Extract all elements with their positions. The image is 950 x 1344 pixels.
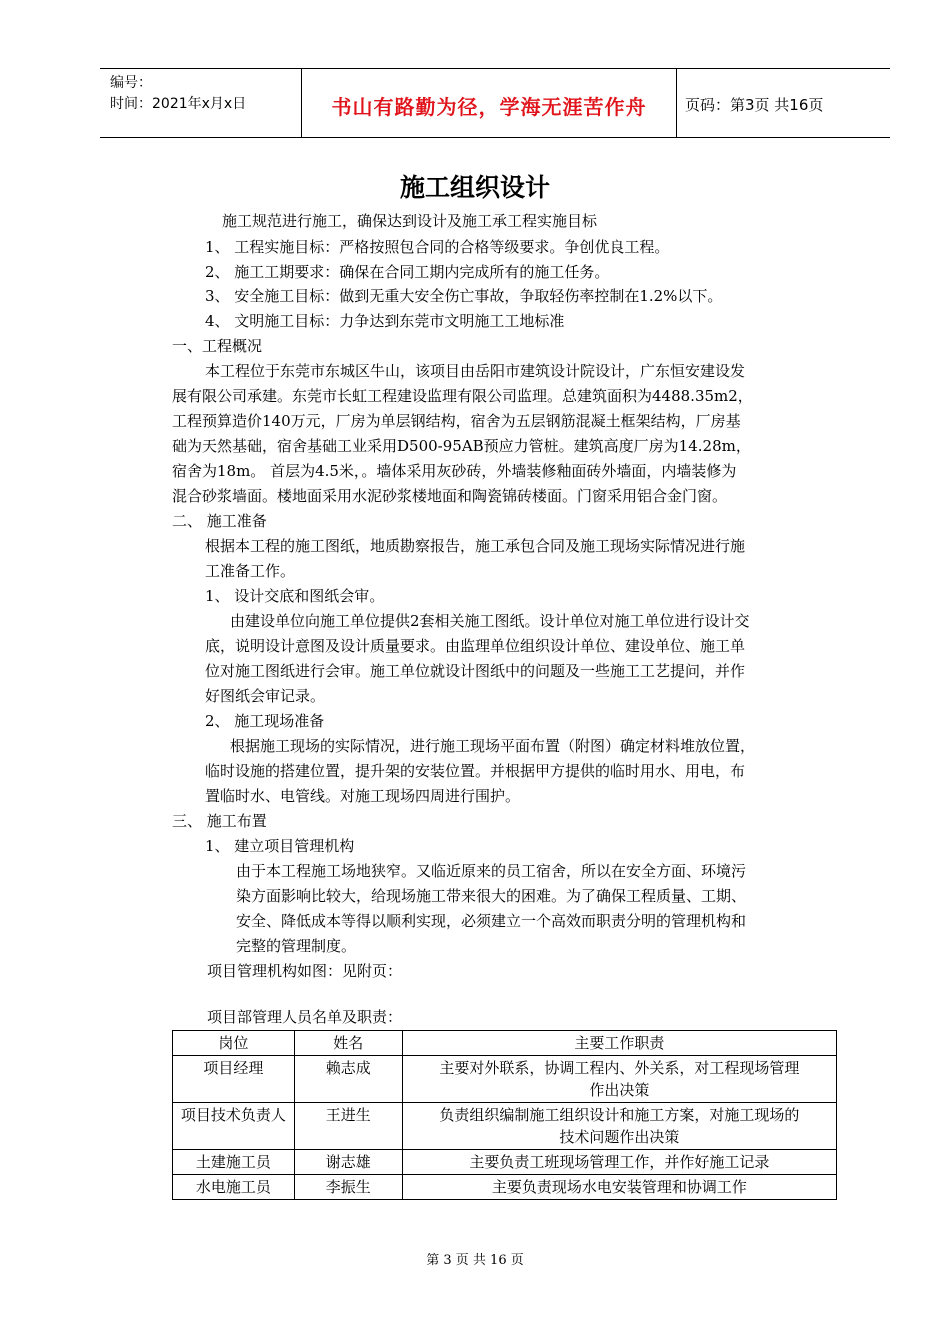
table-row bbox=[173, 1175, 837, 1200]
site-prep-line: 临时设施的搭建位置，提升架的安装位置。并根据甲方提供的临时用水、用电，布 bbox=[205, 762, 746, 780]
goal-item-2: 2、 施工工期要求：确保在合同工期内完成所有的施工任务。 bbox=[205, 263, 610, 281]
prep-subheading-1: 1、 设计交底和图纸会审。 bbox=[205, 587, 385, 605]
duty-cell: 主要负责工班现场管理工作，并作好施工记录 bbox=[402, 1150, 836, 1175]
goal-item-4: 4、 文明施工目标：力争达到东莞市文明施工工地标准 bbox=[205, 312, 565, 330]
duty-line: 作出决策 bbox=[589, 1081, 650, 1099]
header-page-indicator: 页码：第3页 共16页 bbox=[685, 96, 824, 114]
document-number-label: 编号： bbox=[110, 75, 152, 91]
header-slogan: 书山有路勤为径，学海无涯苦作舟 bbox=[331, 95, 647, 119]
duty-line: 主要对外联系，协调工程内、外关系，对工程现场管理 bbox=[439, 1059, 800, 1077]
duty-line: 负责组织编制施工组织设计和施工方案，对施工现场的 bbox=[439, 1106, 800, 1124]
header-page-cell bbox=[677, 69, 890, 137]
overview-paragraph-line: 混合砂浆墙面。楼地面采用水泥砂浆楼地面和陶瓷锦砖楼面。门窗采用铝合金门窗。 bbox=[172, 487, 728, 505]
document-title: 施工组织设计 bbox=[399, 173, 550, 202]
staff-table bbox=[172, 1030, 837, 1200]
table-header-cell: 姓名 bbox=[294, 1031, 402, 1056]
drawing-review-line: 好图纸会审记录。 bbox=[205, 687, 326, 705]
duty-cell bbox=[402, 1103, 836, 1150]
drawing-review-line: 位对施工图纸进行会审。施工单位就设计图纸中的问题及一些施工工艺提问，并作 bbox=[205, 662, 746, 680]
table-header-cell: 主要工作职责 bbox=[402, 1031, 836, 1056]
overview-paragraph-line: 展有限公司承建。东莞市长虹工程建设监理有限公司监理。总建筑面积为4488.35m2， bbox=[172, 387, 753, 405]
drawing-review-line: 底，说明设计意图及设计质量要求。由监理单位组织设计单位、建设单位、施工单 bbox=[205, 637, 746, 655]
section-heading-1: 一、工程概况 bbox=[172, 337, 263, 355]
overview-paragraph-line: 本工程位于东莞市东城区牛山，该项目由岳阳市建筑设计院设计，广东恒安建设发 bbox=[205, 362, 746, 380]
page-footer: 第 3 页 共 16 页 bbox=[426, 1253, 524, 1268]
position-cell: 土建施工员 bbox=[173, 1150, 295, 1175]
table-header-row bbox=[173, 1031, 837, 1056]
name-cell: 谢志雄 bbox=[294, 1150, 402, 1175]
name-cell: 赖志成 bbox=[294, 1056, 402, 1103]
table-row bbox=[173, 1150, 837, 1175]
section-heading-2: 二、 施工准备 bbox=[172, 512, 267, 530]
name-cell: 王进生 bbox=[294, 1103, 402, 1150]
table-row bbox=[173, 1056, 837, 1103]
prep-paragraph-line: 根据本工程的施工图纸，地质勘察报告，施工承包合同及施工现场实际情况进行施 bbox=[205, 537, 746, 555]
position-cell: 项目技术负责人 bbox=[173, 1103, 295, 1150]
layout-subheading-1: 1、 建立项目管理机构 bbox=[205, 837, 355, 855]
drawing-review-line: 由建设单位向施工单位提供2套相关施工图纸。设计单位对施工单位进行设计交 bbox=[230, 612, 750, 630]
org-paragraph-line: 染方面影响比较大，给现场施工带来很大的困难。为了确保工程质量、工期、 bbox=[236, 887, 747, 905]
header-meta-cell bbox=[100, 69, 302, 137]
duty-cell bbox=[402, 1056, 836, 1103]
staff-table-caption: 项目部管理人员名单及职责： bbox=[207, 1008, 403, 1026]
page-header bbox=[100, 68, 890, 138]
name-cell: 李振生 bbox=[294, 1175, 402, 1200]
org-paragraph-line: 安全、降低成本等得以顺利实现，必须建立一个高效而职责分明的管理机构和 bbox=[236, 912, 747, 930]
intro-line: 施工规范进行施工，确保达到设计及施工承工程实施目标 bbox=[222, 212, 598, 230]
overview-paragraph-line: 宿舍为18m。 首层为4.5米，。墙体采用灰砂砖，外墙装修釉面砖外墙面，内墙装修为 bbox=[172, 462, 737, 480]
prep-subheading-2: 2、 施工现场准备 bbox=[205, 712, 325, 730]
header-slogan-cell bbox=[302, 69, 677, 137]
org-chart-reference: 项目管理机构如图：见附页： bbox=[207, 962, 403, 980]
prep-paragraph-line: 工准备工作。 bbox=[205, 562, 296, 580]
overview-paragraph-line: 础为天然基础，宿舍基础工业采用D500-95AB预应力管桩。建筑高度厂房为14.28m， bbox=[172, 437, 751, 455]
table-row bbox=[173, 1103, 837, 1150]
org-paragraph-line: 由于本工程施工场地狭窄。又临近原来的员工宿舍，所以在安全方面、环境污 bbox=[236, 862, 747, 880]
duty-cell: 主要负责现场水电安装管理和协调工作 bbox=[402, 1175, 836, 1200]
position-cell: 水电施工员 bbox=[173, 1175, 295, 1200]
org-paragraph-line: 完整的管理制度。 bbox=[236, 937, 357, 955]
position-cell: 项目经理 bbox=[173, 1056, 295, 1103]
goal-item-3: 3、 安全施工目标：做到无重大安全伤亡事故，争取轻伤率控制在1.2%以下。 bbox=[205, 287, 723, 305]
overview-paragraph-line: 工程预算造价140万元，厂房为单层钢结构，宿舍为五层钢筋混凝土框架结构，厂房基 bbox=[172, 412, 741, 430]
duty-line: 技术问题作出决策 bbox=[559, 1128, 680, 1146]
section-heading-3: 三、 施工布置 bbox=[172, 812, 267, 830]
site-prep-line: 置临时水、电管线。对施工现场四周进行围护。 bbox=[205, 787, 521, 805]
site-prep-line: 根据施工现场的实际情况，进行施工现场平面布置（附图）确定材料堆放位置， bbox=[230, 737, 756, 755]
table-header-cell: 岗位 bbox=[173, 1031, 295, 1056]
goal-item-1: 1、 工程实施目标：严格按照包合同的合格等级要求。争创优良工程。 bbox=[205, 238, 670, 256]
document-date-label: 时间：2021年x月x日 bbox=[110, 96, 247, 112]
